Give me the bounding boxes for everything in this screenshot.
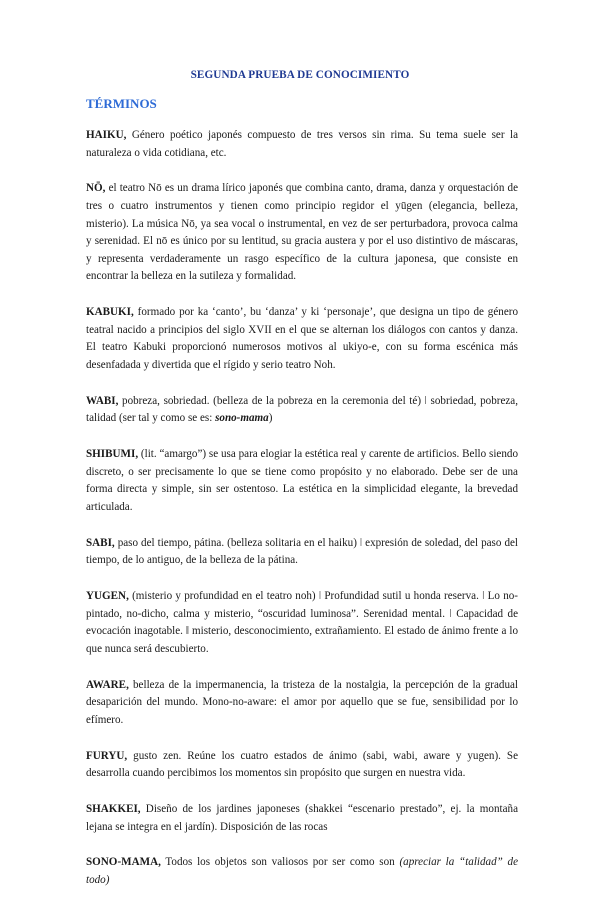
term-label: SHAKKEI, — [86, 802, 141, 815]
term-emphasis: sono-mama — [215, 412, 269, 425]
term-definition: (lit. “amargo”) se usa para elogiar la estética real y carente de artificios. Bello siendo discreto, o ser precisamente lo que se tiene como propósito y no elaborado. Debe ser de una forma directa y simple, sin ser ostentoso. La estética en la simplicidad elegante, la brevedad articulada. — [86, 448, 518, 513]
term-definition: gusto zen. Reúne los cuatro estados de ánimo (sabi, wabi, aware y yugen). Se desarrolla cuando percibimos los momentos sin propósito que surgen en nuestra vida. — [86, 749, 518, 780]
term-label: HAIKU, — [86, 129, 127, 141]
section-heading: TÉRMINOS — [86, 96, 157, 111]
term-label: SABI, — [86, 536, 115, 549]
term-label: SONO-MAMA, — [86, 856, 161, 869]
term-definition: Género poético japonés compuesto de tres versos sin rima. Su tema suele ser la naturaleza o vida cotidiana, etc. — [86, 129, 518, 159]
terms-list — [86, 127, 518, 908]
term-definition: Todos los objetos son valiosos por ser como son — [160, 856, 400, 869]
entry-sono-mama — [86, 854, 518, 889]
term-definition: paso del tiempo, pátina. (belleza solitaria en el haiku) ǀ expresión de soledad, del paso del tiempo, de lo antiguo, de la belleza de la pátina. — [86, 536, 518, 567]
entry-aware — [86, 677, 518, 730]
term-label: FURYU, — [86, 749, 128, 762]
entry-no — [86, 180, 518, 286]
term-definition: (misterio y profundidad en el teatro noh) ǀ Profundidad sutil u honda reserva. ǀ Lo no-pintado, no-dicho, calma y misterio, “oscuridad luminosa”. Serenidad mental. ǀ Capacidad de evocación inagotable. ǁ misterio, desconocimiento, extrañamiento. El estado de ánimo frente a lo que nunca será descubierto. — [86, 590, 518, 655]
entry-shibumi — [86, 446, 518, 516]
entry-wabi — [86, 393, 518, 428]
term-definition: formado por ka ‘canto’, bu ‘danza’ y ki ‘personaje’, que designa un tipo de género teatral nacido a principios del siglo XVII en el que se alternan los diálogos con cantos y danza. El teatro Kabuki proporcionó numerosos motivos al ukiyo-e, con su forma escénica más desenfadada y divertida que el rígido y serio teatro Noh. — [86, 306, 518, 371]
term-definition: el teatro Nō es un drama lírico japonés que combina canto, drama, danza y orquestación de tres o cuatro instrumentos y tienen como principio regidor el yūgen (elegancia, belleza, misterio). La música Nō, ya sea vocal o instrumental, en vez de ser perturbadora, provoca calma y serenidad. El nō es único por su lentitud, su gracia austera y por el uso distintivo de máscaras, y representa verdaderamente un rasgo específico de la cultura japonesa, que consiste en encontrar la belleza en la sutileza y formalidad. — [86, 182, 518, 283]
term-definition: pobreza, sobriedad. (belleza de la pobreza en la ceremonia del té) ǀ sobriedad, pobreza, talidad (ser tal y como se es: — [86, 394, 518, 425]
term-label: NŌ, — [86, 182, 106, 195]
entry-furyu — [86, 748, 518, 783]
entry-sabi — [86, 535, 518, 570]
term-label: SHIBUMI, — [86, 448, 139, 461]
term-label: YUGEN, — [86, 590, 129, 602]
entry-yugen — [86, 588, 518, 658]
term-definition: belleza de la impermanencia, la tristeza de la nostalgia, la percepción de la gradual desaparición del mundo. Mono-no-aware: el amor por aquello que se fue, sensibilidad por lo efímero. — [86, 678, 518, 726]
term-label: AWARE, — [86, 678, 129, 691]
entry-haiku — [86, 127, 518, 162]
term-label: WABI, — [86, 394, 119, 407]
term-definition-tail: ) — [268, 412, 273, 425]
entry-shakkei — [86, 801, 518, 836]
term-definition: Diseño de los jardines japoneses (shakkei “escenario prestado”, ej. la montaña lejana se integra en el jardín). Disposición de las rocas — [86, 802, 518, 833]
document-title: SEGUNDA PRUEBA DE CONOCIMIENTO — [190, 69, 410, 81]
term-label: KABUKI, — [86, 306, 134, 319]
entry-kabuki — [86, 304, 518, 374]
term-italic-note: (apreciar la “talidad” de todo) — [86, 856, 518, 886]
